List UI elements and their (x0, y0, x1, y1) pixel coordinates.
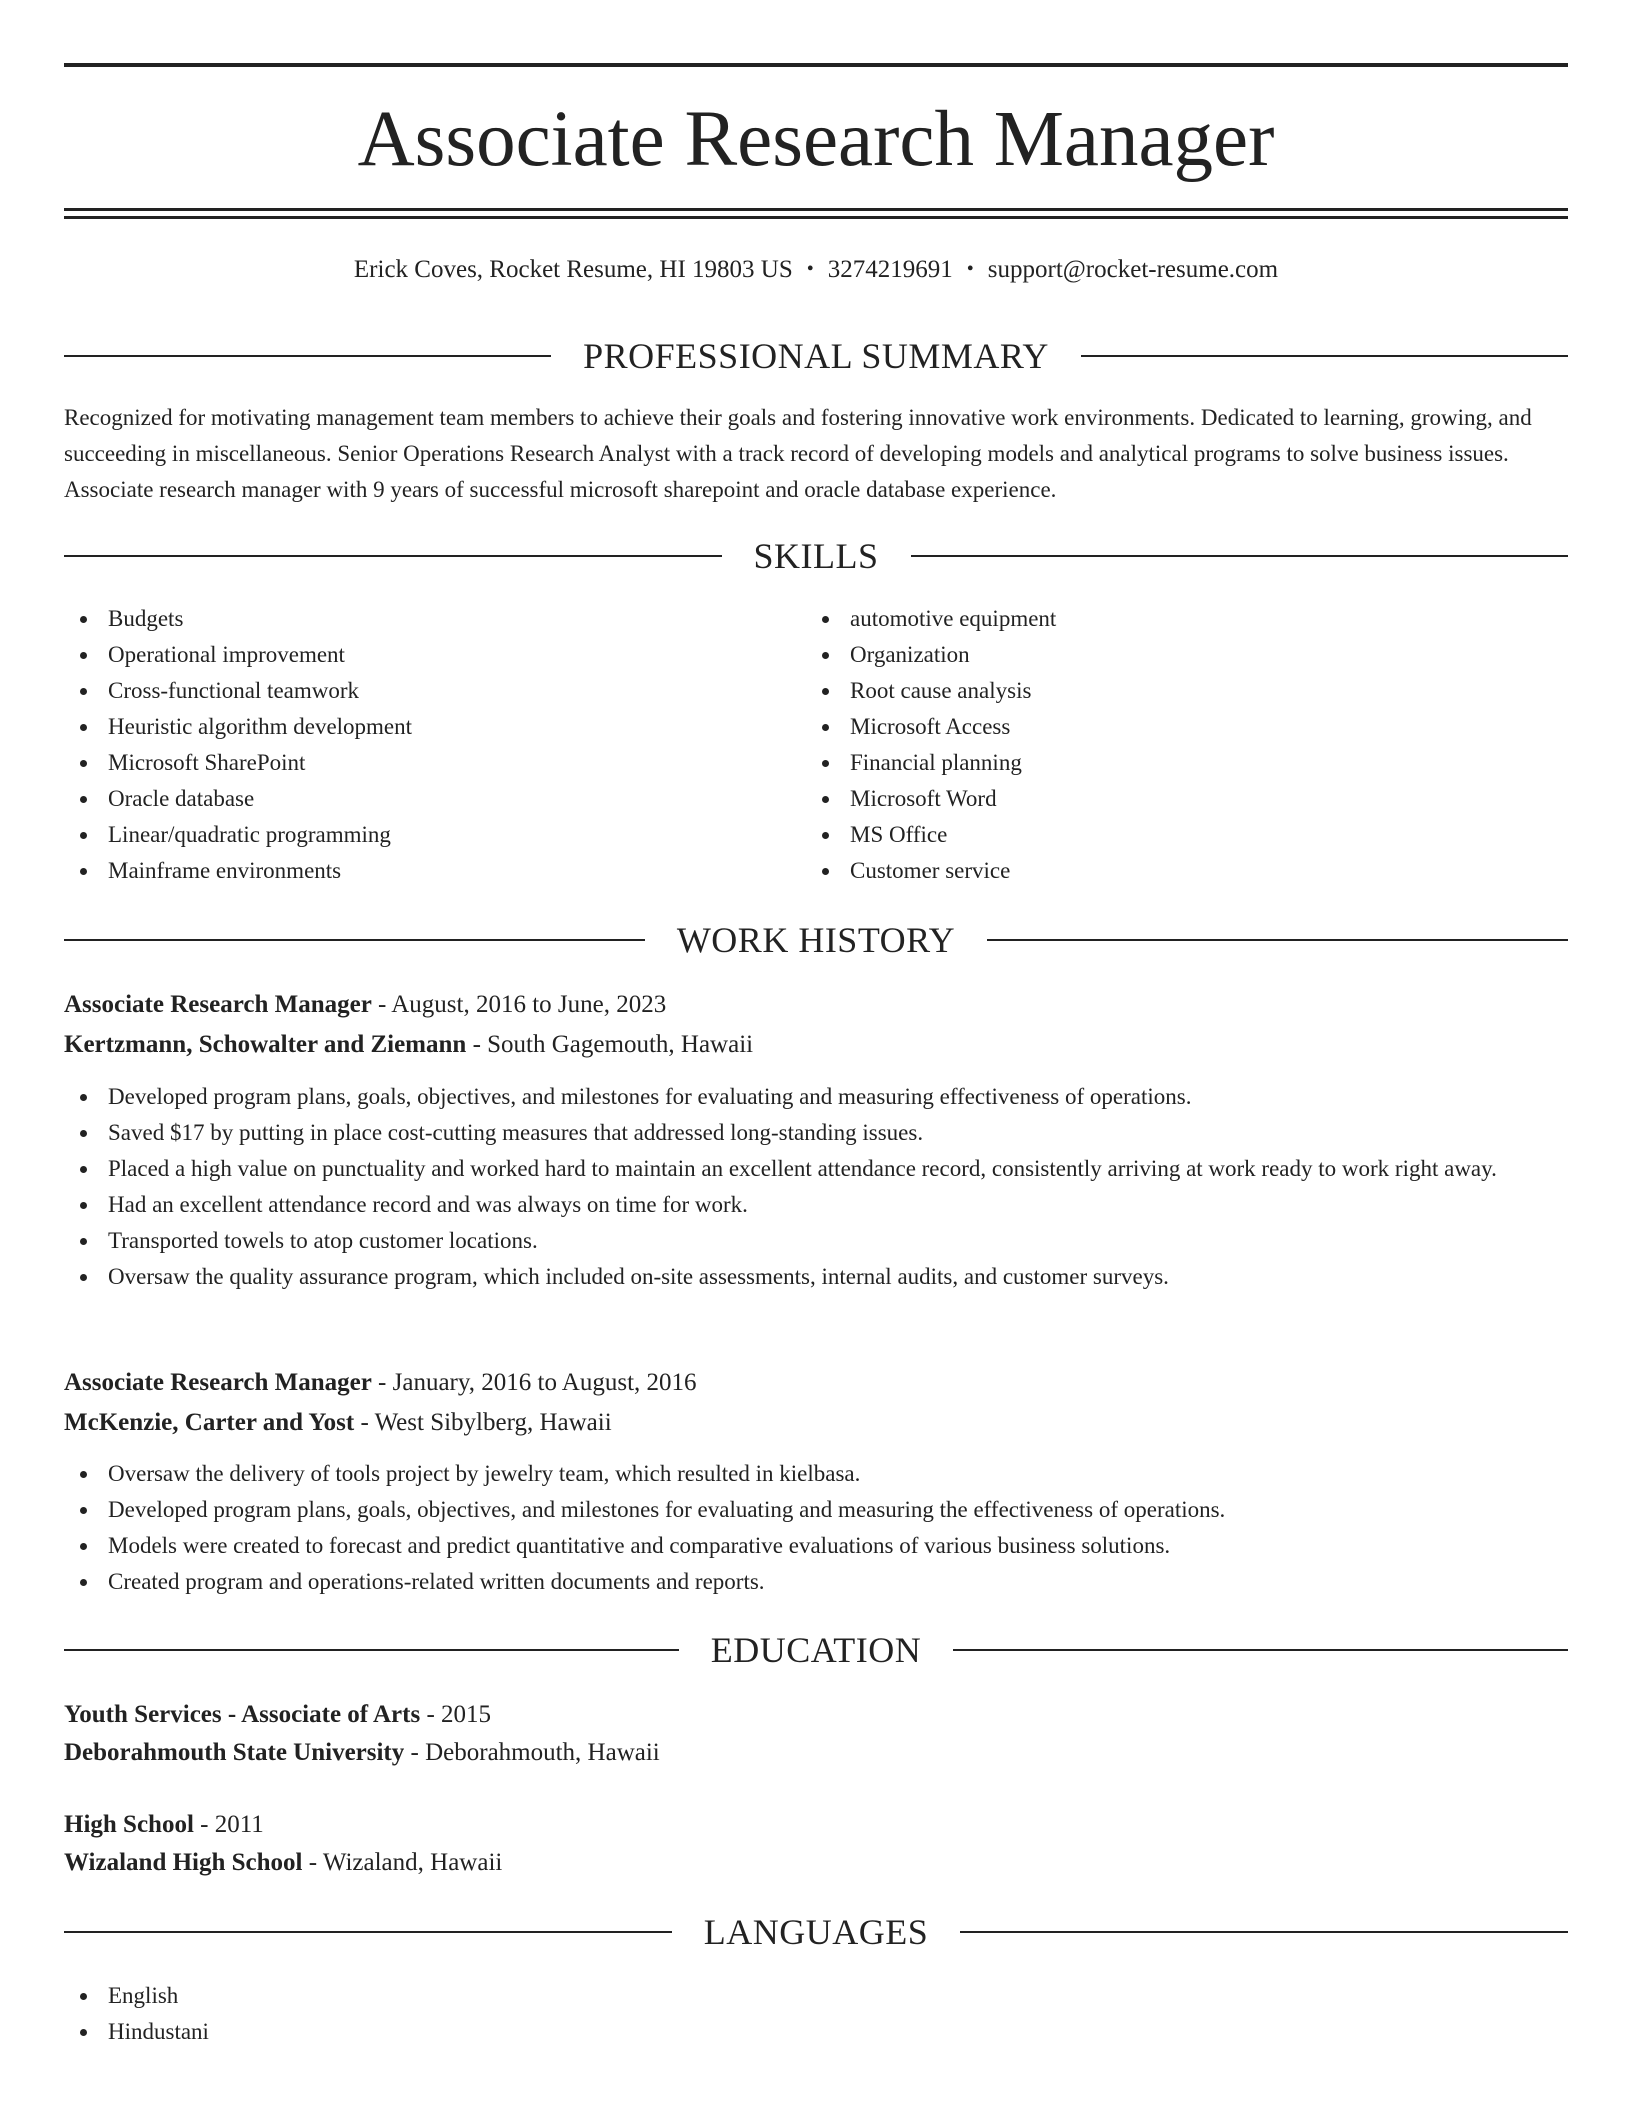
heading-rule-right (911, 555, 1569, 557)
job-dates: - January, 2016 to August, 2016 (371, 1369, 697, 1396)
skills-column-right (806, 601, 1546, 889)
education-school (64, 1735, 1568, 1771)
job-employer (64, 1027, 1568, 1063)
job-duties (64, 1456, 1568, 1600)
school-name: Wizaland High School (64, 1849, 303, 1876)
resume-title: Associate Research Manager (357, 96, 1275, 183)
contact-email: support@rocket-resume.com (987, 256, 1279, 283)
contact-separator: • (806, 258, 814, 280)
skills-list-right (806, 601, 1546, 889)
skill-item: Customer service (806, 853, 1546, 889)
languages-list (64, 1978, 1568, 2050)
section-title: LANGUAGES (703, 1912, 929, 1952)
title-divider-lower (64, 216, 1568, 219)
skill-item: Root cause analysis (806, 673, 1546, 709)
heading-rule-left (64, 355, 551, 357)
job-header (64, 987, 1568, 1023)
school-location: - Deborahmouth, Hawaii (404, 1739, 660, 1766)
contact-separator: • (966, 258, 974, 280)
skills-column-left (64, 601, 804, 889)
education-degree (64, 1807, 1568, 1843)
job-dates: - August, 2016 to June, 2023 (371, 991, 667, 1018)
school-name: Deborahmouth State University (64, 1739, 405, 1766)
job-bullet: Saved $17 by putting in place cost-cutting measures that addressed long-standing issues. (64, 1115, 1568, 1151)
job-duties (64, 1079, 1568, 1295)
skill-item: Budgets (64, 601, 804, 637)
degree-year: - 2015 (420, 1701, 492, 1728)
skill-item: Organization (806, 637, 1546, 673)
education-school (64, 1845, 1568, 1881)
job-bullet: Oversaw the delivery of tools project by jewelry team, which resulted in kielbasa. (64, 1456, 1568, 1492)
skill-item: Cross-functional teamwork (64, 673, 804, 709)
job-employer (64, 1405, 1568, 1441)
company-name: Kertzmann, Schowalter and Ziemann (64, 1031, 467, 1058)
job-header (64, 1365, 1568, 1401)
degree-name: High School (64, 1811, 194, 1838)
heading-rule-left (64, 1649, 679, 1651)
job-bullet: Created program and operations-related written documents and reports. (64, 1564, 1568, 1600)
skills-list-left (64, 601, 804, 889)
skill-item: Microsoft SharePoint (64, 745, 804, 781)
job-bullet: Developed program plans, goals, objectives, and milestones for evaluating and measuring the effectiveness of operations. (64, 1492, 1568, 1528)
job-title: Associate Research Manager (64, 1369, 372, 1396)
skill-item: Microsoft Word (806, 781, 1546, 817)
skill-item: Mainframe environments (64, 853, 804, 889)
skill-item: MS Office (806, 817, 1546, 853)
heading-rule-right (987, 939, 1568, 941)
skill-item: Financial planning (806, 745, 1546, 781)
degree-year: - 2011 (193, 1811, 264, 1838)
job-bullet-list (64, 1456, 1568, 1600)
language-item: Hindustani (64, 2014, 1568, 2050)
job-bullet: Developed program plans, goals, objectives, and milestones for evaluating and measuring effectiveness of operations. (64, 1079, 1568, 1115)
skill-item: Microsoft Access (806, 709, 1546, 745)
section-heading-work (64, 918, 1568, 962)
heading-rule-left (64, 1931, 672, 1933)
top-divider (64, 63, 1568, 67)
job-bullet: Had an excellent attendance record and was always on time for work. (64, 1187, 1568, 1223)
heading-rule-right (953, 1649, 1568, 1651)
section-heading-languages (64, 1910, 1568, 1954)
job-title: Associate Research Manager (64, 991, 372, 1018)
skill-item: Oracle database (64, 781, 804, 817)
contact-address: Erick Coves, Rocket Resume, HI 19803 US (353, 256, 793, 283)
skill-item: Linear/quadratic programming (64, 817, 804, 853)
section-heading-skills (64, 534, 1568, 578)
section-heading-education (64, 1628, 1568, 1672)
school-location: - Wizaland, Hawaii (302, 1849, 503, 1876)
section-title: WORK HISTORY (676, 920, 956, 960)
skill-item: Operational improvement (64, 637, 804, 673)
heading-rule-left (64, 555, 722, 557)
heading-rule-right (1081, 355, 1568, 357)
heading-rule-left (64, 939, 645, 941)
skill-item: Heuristic algorithm development (64, 709, 804, 745)
job-bullet: Models were created to forecast and predict quantitative and comparative evaluations of various business solutions. (64, 1528, 1568, 1564)
company-name: McKenzie, Carter and Yost (64, 1409, 355, 1436)
heading-rule-right (960, 1931, 1568, 1933)
section-title: SKILLS (753, 536, 879, 576)
section-title: PROFESSIONAL SUMMARY (583, 336, 1049, 376)
title-divider-upper (64, 208, 1568, 211)
language-item: English (64, 1978, 1568, 2014)
contact-phone: 3274219691 (827, 256, 953, 283)
job-location: - South Gagemouth, Hawaii (466, 1031, 754, 1058)
job-bullet: Oversaw the quality assurance program, which included on-site assessments, internal audits, and customer surveys. (64, 1259, 1568, 1295)
languages-block (64, 1978, 1568, 2050)
job-bullet: Transported towels to atop customer locations. (64, 1223, 1568, 1259)
skill-item: automotive equipment (806, 601, 1546, 637)
job-bullet: Placed a high value on punctuality and worked hard to maintain an excellent attendance record, consistently arriving at work ready to work right away. (64, 1151, 1568, 1187)
section-title: EDUCATION (710, 1630, 922, 1670)
section-heading-summary (64, 334, 1568, 378)
education-degree (64, 1697, 1568, 1733)
job-location: - West Sibylberg, Hawaii (354, 1409, 612, 1436)
contact-line (64, 254, 1568, 287)
summary-text: Recognized for motivating management team members to achieve their goals and fostering innovative work environments. Dedicated to learning, growing, and succeeding in miscellaneous. Senior Operations Research Analyst with a track record of developing models and analytical programs to solve business issues. Associate research manager with 9 years of successful microsoft sharepoint and oracle database experience. (64, 405, 1532, 502)
job-bullet-list (64, 1079, 1568, 1295)
degree-name: Youth Services - Associate of Arts (64, 1701, 421, 1728)
